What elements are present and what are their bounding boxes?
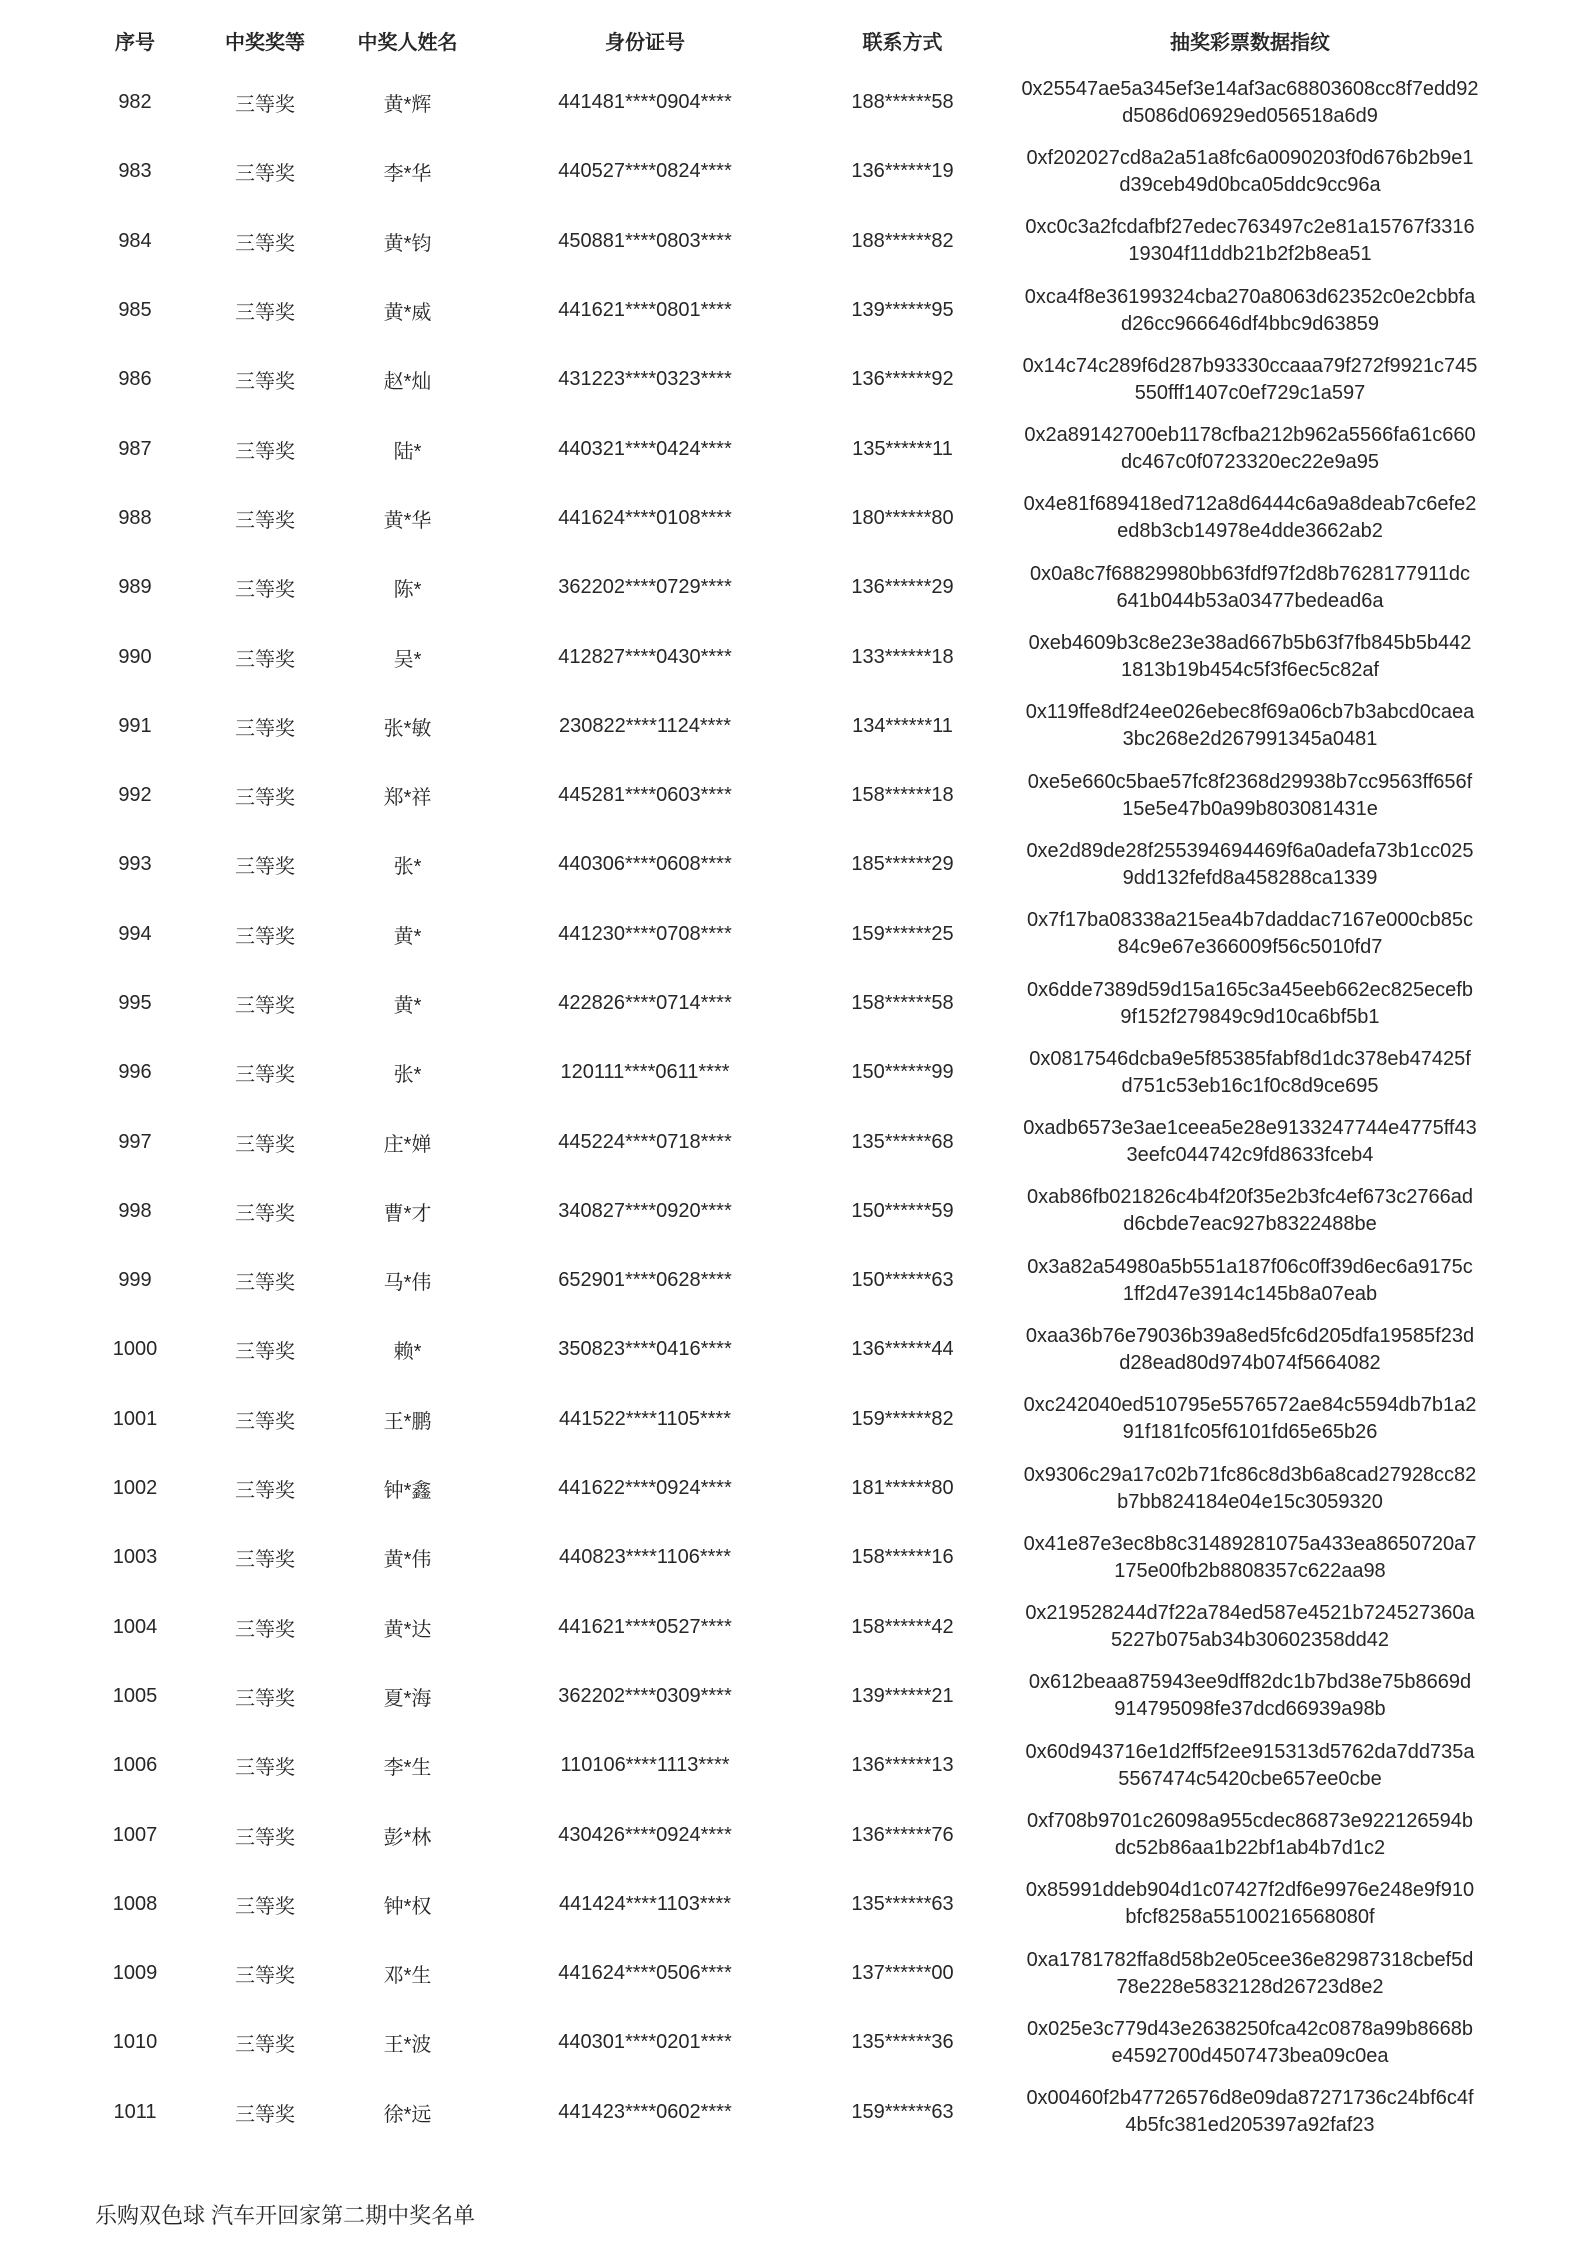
cell-fingerprint — [1010, 1870, 1490, 1939]
cell-fingerprint — [1010, 830, 1490, 899]
cell-winner-name: 庄*婵 — [383, 1133, 432, 1156]
cell-winner-name: 邓*生 — [383, 1965, 432, 1988]
table-row — [60, 761, 1490, 830]
cell-fingerprint — [1010, 1662, 1490, 1731]
cell-index: 994 — [118, 922, 152, 945]
cell-winner-name: 赖* — [393, 1341, 422, 1364]
fingerprint-line-1: 0xe5e660c5bae57fc8f2368d29938b7cc9563ff656f — [1027, 770, 1473, 793]
fingerprint-line-2: dc52b86aa1b22bf1ab4b7d1c2 — [1114, 1837, 1386, 1860]
fingerprint-line-1: 0xf708b9701c26098a955cdec86873e922126594b — [1027, 1810, 1473, 1833]
cell-winner-name: 郑*祥 — [383, 787, 432, 810]
cell-fingerprint — [1010, 345, 1490, 414]
fingerprint-line-2: ed8b3cb14978e4dde3662ab2 — [1117, 520, 1383, 543]
cell-prize-level: 三等奖 — [235, 232, 295, 255]
cell-contact: 150******59 — [851, 1199, 954, 1222]
fingerprint-line-2: d28ead80d974b074f5664082 — [1119, 1351, 1381, 1374]
cell-prize-level: 三等奖 — [235, 302, 295, 325]
cell-prize-level: 三等奖 — [235, 371, 295, 394]
cell-contact: 139******21 — [851, 1684, 954, 1707]
cell-index: 991 — [118, 714, 152, 737]
table-row — [60, 969, 1490, 1038]
cell-index: 996 — [118, 1061, 152, 1084]
fingerprint-line-1: 0x612beaa875943ee9dff82dc1b7bd38e75b8669d — [1028, 1671, 1472, 1694]
table-row — [60, 1177, 1490, 1246]
fingerprint-line-1: 0x119ffe8df24ee026ebec8f69a06cb7b3abcd0caea — [1025, 701, 1475, 724]
cell-index: 1011 — [113, 2100, 157, 2123]
cell-id-number: 445224****0718**** — [558, 1130, 732, 1153]
cell-contact: 150******99 — [851, 1061, 954, 1084]
cell-contact: 159******25 — [851, 922, 954, 945]
fingerprint-line-1: 0x219528244d7f22a784ed587e4521b724527360a — [1025, 1602, 1475, 1625]
cell-id-number: 412827****0430**** — [558, 645, 732, 668]
col-header-prize-level: 中奖奖等 — [225, 31, 305, 54]
cell-prize-level: 三等奖 — [235, 440, 295, 463]
cell-id-number: 441423****0602**** — [558, 2100, 732, 2123]
cell-contact: 136******19 — [851, 160, 954, 183]
cell-index: 1000 — [112, 1338, 158, 1361]
fingerprint-line-1: 0xa1781782ffa8d58b2e05cee36e82987318cbef5d — [1026, 1948, 1474, 1971]
cell-prize-level: 三等奖 — [235, 579, 295, 602]
fingerprint-line-1: 0x25547ae5a345ef3e14af3ac68803608cc8f7edd92 — [1021, 77, 1479, 100]
cell-contact: 158******42 — [851, 1615, 954, 1638]
cell-id-number: 652901****0628**** — [558, 1269, 732, 1292]
cell-id-number: 441621****0801**** — [558, 299, 732, 322]
cell-id-number: 350823****0416**** — [558, 1338, 732, 1361]
fingerprint-line-2: 914795098fe37dcd66939a98b — [1114, 1698, 1386, 1721]
cell-winner-name: 黄*钧 — [383, 232, 432, 255]
cell-winner-name: 赵*灿 — [383, 371, 432, 394]
fingerprint-line-1: 0x85991ddeb904d1c07427f2df6e9976e248e9f910 — [1025, 1879, 1475, 1902]
cell-id-number: 441230****0708**** — [558, 922, 732, 945]
col-header-index: 序号 — [115, 31, 155, 54]
cell-id-number: 230822****1124**** — [558, 714, 731, 737]
cell-index: 983 — [118, 160, 152, 183]
cell-prize-level: 三等奖 — [235, 995, 295, 1017]
cell-contact: 150******63 — [851, 1269, 954, 1292]
fingerprint-line-2: 91f181fc05f6101fd65e65b26 — [1122, 1421, 1378, 1444]
cell-contact: 139******95 — [851, 299, 954, 322]
header-row — [60, 12, 1490, 68]
fingerprint-line-2: d751c53eb16c1f0c8d9ce695 — [1121, 1074, 1379, 1097]
cell-winner-name: 马*伟 — [383, 1272, 432, 1295]
cell-contact: 135******63 — [851, 1892, 954, 1915]
cell-prize-level: 三等奖 — [235, 1064, 295, 1087]
cell-index: 1005 — [112, 1684, 158, 1707]
fingerprint-line-1: 0x60d943716e1d2ff5f2ee915313d5762da7dd735a — [1025, 1740, 1475, 1763]
fingerprint-line-2: b7bb824184e04e15c3059320 — [1117, 1490, 1383, 1513]
table-row — [60, 830, 1490, 899]
table-row — [60, 207, 1490, 276]
cell-winner-name: 王*波 — [383, 2034, 432, 2057]
table-row — [60, 1870, 1490, 1939]
cell-prize-level: 三等奖 — [235, 1687, 295, 1710]
fingerprint-line-2: bfcf8258a55100216568080f — [1125, 1906, 1375, 1929]
cell-winner-name: 王*鹏 — [383, 1410, 432, 1433]
cell-fingerprint — [1010, 1107, 1490, 1176]
cell-prize-level: 三等奖 — [235, 1272, 295, 1295]
fingerprint-line-1: 0xaa36b76e79036b39a8ed5fc6d205dfa19585f23d — [1025, 1324, 1475, 1347]
cell-index: 985 — [118, 299, 152, 322]
cell-prize-level: 三等奖 — [235, 163, 295, 186]
col-header-contact: 联系方式 — [862, 31, 943, 54]
fingerprint-line-1: 0x7f17ba08338a215ea4b7daddac7167e000cb85c — [1027, 909, 1473, 932]
fingerprint-line-2: 641b044b53a03477bedead6a — [1116, 589, 1384, 612]
cell-id-number: 440823****1106**** — [558, 1546, 731, 1569]
table-row — [60, 1315, 1490, 1384]
cell-fingerprint — [1010, 414, 1490, 483]
cell-fingerprint — [1010, 1593, 1490, 1662]
cell-index: 988 — [118, 506, 152, 529]
cell-id-number: 441622****0924**** — [558, 1477, 732, 1500]
table-row — [60, 2078, 1490, 2147]
winners-table-body — [60, 68, 1490, 2147]
cell-prize-level: 三等奖 — [235, 1965, 295, 1988]
table-row — [60, 692, 1490, 761]
cell-index: 1010 — [112, 2031, 158, 2054]
cell-fingerprint — [1010, 2078, 1490, 2147]
fingerprint-line-2: 9f152f279849c9d10ca6bf5b1 — [1120, 1005, 1380, 1028]
cell-prize-level: 三等奖 — [235, 717, 295, 740]
fingerprint-line-1: 0x0a8c7f68829980bb63fdf97f2d8b7628177911dc — [1029, 562, 1471, 585]
cell-fingerprint — [1010, 969, 1490, 1038]
cell-fingerprint — [1010, 1246, 1490, 1315]
fingerprint-line-1: 0x4e81f689418ed712a8d6444c6a9a8deab7c6efe2 — [1023, 493, 1477, 516]
cell-contact: 180******80 — [851, 506, 954, 529]
cell-fingerprint — [1010, 1800, 1490, 1869]
cell-id-number: 362202****0309**** — [558, 1684, 732, 1707]
fingerprint-line-2: d5086d06929ed056518a6d9 — [1122, 104, 1378, 127]
cell-fingerprint — [1010, 484, 1490, 553]
cell-prize-level: 三等奖 — [235, 787, 295, 810]
table-row — [60, 1107, 1490, 1176]
table-row — [60, 68, 1490, 137]
cell-winner-name: 吴* — [393, 648, 422, 671]
fingerprint-line-1: 0xf202027cd8a2a51a8fc6a0090203f0d676b2b9e1 — [1026, 146, 1474, 169]
cell-winner-name: 张* — [393, 1064, 422, 1087]
cell-index: 993 — [118, 853, 152, 876]
fingerprint-line-2: 9dd132fefd8a458288ca1339 — [1122, 866, 1378, 889]
table-row — [60, 1939, 1490, 2008]
cell-contact: 181******80 — [851, 1477, 954, 1500]
cell-id-number: 441621****0527**** — [558, 1615, 732, 1638]
cell-fingerprint — [1010, 1523, 1490, 1592]
fingerprint-line-2: 4b5fc381ed205397a92faf23 — [1125, 2114, 1375, 2137]
cell-id-number: 422826****0714**** — [558, 992, 732, 1014]
cell-prize-level: 三等奖 — [235, 509, 295, 532]
cell-prize-level: 三等奖 — [235, 94, 295, 117]
fingerprint-line-2: 19304f11ddb21b2f2b8ea51 — [1128, 243, 1372, 266]
cell-winner-name: 黄* — [393, 925, 422, 948]
cell-index: 984 — [118, 229, 152, 252]
cell-winner-name: 黄*伟 — [383, 1549, 432, 1572]
cell-id-number: 440301****0201**** — [558, 2031, 732, 2054]
table-row — [60, 137, 1490, 206]
fingerprint-line-1: 0x00460f2b47726576d8e09da87271736c24bf6c4f — [1026, 2087, 1474, 2110]
cell-id-number: 440527****0824**** — [558, 160, 732, 183]
cell-contact: 133******18 — [851, 645, 954, 668]
cell-id-number: 431223****0323**** — [558, 368, 732, 391]
cell-contact: 158******16 — [851, 1546, 954, 1569]
fingerprint-line-2: 78e228e5832128d26723d8e2 — [1116, 1975, 1384, 1998]
cell-index: 987 — [118, 437, 152, 460]
fingerprint-line-1: 0xe2d89de28f255394694469f6a0adefa73b1cc025 — [1026, 839, 1474, 862]
fingerprint-line-2: d39ceb49d0bca05ddc9cc96a — [1119, 173, 1381, 196]
cell-winner-name: 黄*辉 — [383, 94, 432, 117]
cell-winner-name: 徐*远 — [383, 2103, 432, 2126]
fingerprint-line-2: 3bc268e2d267991345a0481 — [1122, 728, 1378, 751]
table-row — [60, 2008, 1490, 2077]
cell-index: 1006 — [112, 1754, 158, 1777]
cell-contact: 135******11 — [852, 437, 953, 460]
cell-id-number: 441522****1105**** — [558, 1407, 731, 1430]
fingerprint-line-2: 5567474c5420cbe657ee0cbe — [1118, 1767, 1382, 1790]
fingerprint-line-2: 15e5e47b0a99b803081431e — [1122, 797, 1378, 820]
table-row — [60, 345, 1490, 414]
fingerprint-line-2: 84c9e67e366009f56c5010fd7 — [1117, 936, 1383, 959]
cell-id-number: 120111****0611**** — [560, 1061, 730, 1084]
fingerprint-line-2: d26cc966646df4bbc9d63859 — [1120, 312, 1380, 335]
cell-prize-level: 三等奖 — [235, 1549, 295, 1572]
col-header-id-number: 身份证号 — [605, 31, 685, 54]
cell-fingerprint — [1010, 553, 1490, 622]
fingerprint-line-1: 0xadb6573e3ae1ceea5e28e9133247744e4775ff43 — [1023, 1117, 1477, 1140]
cell-winner-name: 曹*才 — [383, 1202, 432, 1225]
cell-winner-name: 黄*威 — [383, 302, 432, 325]
table-row — [60, 1385, 1490, 1454]
cell-contact: 136******76 — [851, 1823, 954, 1846]
cell-contact: 137******00 — [851, 1962, 954, 1985]
cell-index: 990 — [118, 645, 152, 668]
cell-winner-name: 钟*权 — [383, 1895, 432, 1918]
table-row — [60, 553, 1490, 622]
cell-id-number: 445281****0603**** — [558, 784, 732, 807]
cell-index: 998 — [118, 1199, 152, 1222]
cell-index: 1002 — [112, 1477, 158, 1500]
cell-winner-name: 黄*达 — [383, 1618, 432, 1641]
cell-index: 982 — [118, 91, 152, 114]
fingerprint-line-2: 3eefc044742c9fd8633fceb4 — [1126, 1144, 1374, 1167]
cell-prize-level: 三等奖 — [235, 1480, 295, 1503]
cell-id-number: 441624****0506**** — [558, 1962, 732, 1985]
cell-fingerprint — [1010, 1177, 1490, 1246]
cell-prize-level: 三等奖 — [235, 648, 295, 671]
cell-fingerprint — [1010, 761, 1490, 830]
fingerprint-line-2: 550fff1407c0ef729c1a597 — [1134, 381, 1366, 404]
fingerprint-line-2: e4592700d4507473bea09c0ea — [1111, 2044, 1389, 2067]
cell-id-number: 450881****0803**** — [558, 229, 732, 252]
table-row — [60, 484, 1490, 553]
cell-index: 986 — [118, 368, 152, 391]
fingerprint-line-1: 0x14c74c289f6d287b93330ccaaa79f272f9921c745 — [1022, 354, 1478, 377]
table-row — [60, 276, 1490, 345]
winners-table-header — [60, 12, 1490, 68]
cell-prize-level: 三等奖 — [235, 2103, 295, 2126]
fingerprint-line-2: d6cbde7eac927b8322488be — [1123, 1213, 1377, 1236]
cell-winner-name: 张* — [393, 856, 422, 879]
table-row — [60, 1246, 1490, 1315]
cell-fingerprint — [1010, 1315, 1490, 1384]
fingerprint-line-1: 0x41e87e3ec8b8c31489281075a433ea8650720a7 — [1023, 1532, 1477, 1555]
cell-fingerprint — [1010, 1385, 1490, 1454]
fingerprint-line-2: 5227b075ab34b30602358dd42 — [1110, 1629, 1390, 1652]
cell-contact: 159******63 — [851, 2100, 954, 2123]
cell-id-number: 110106****1113**** — [560, 1754, 730, 1777]
cell-id-number: 340827****0920**** — [558, 1199, 732, 1222]
cell-winner-name: 李*生 — [383, 1757, 432, 1780]
cell-winner-name: 夏*海 — [383, 1687, 432, 1710]
cell-contact: 136******92 — [851, 368, 954, 391]
fingerprint-line-2: 175e00fb2b8808357c622aa98 — [1114, 1559, 1386, 1582]
cell-prize-level: 三等奖 — [235, 1757, 295, 1780]
winners-table — [60, 12, 1490, 2147]
cell-contact: 136******44 — [851, 1338, 954, 1361]
fingerprint-line-1: 0x2a89142700eb1178cfba212b962a5566fa61c660 — [1024, 424, 1476, 447]
cell-prize-level: 三等奖 — [235, 1410, 295, 1433]
col-header-ticket-fingerprint: 抽奖彩票数据指纹 — [1170, 31, 1330, 54]
cell-id-number: 441624****0108**** — [558, 506, 732, 529]
cell-id-number: 440306****0608**** — [558, 853, 732, 876]
cell-fingerprint — [1010, 622, 1490, 691]
cell-prize-level: 三等奖 — [235, 1895, 295, 1918]
fingerprint-line-1: 0x3a82a54980a5b551a187f06c0ff39d6ec6a9175c — [1027, 1255, 1473, 1278]
cell-index: 1004 — [112, 1615, 158, 1638]
cell-index: 997 — [118, 1130, 152, 1153]
cell-prize-level: 三等奖 — [235, 1341, 295, 1364]
table-row — [60, 1662, 1490, 1731]
cell-fingerprint — [1010, 68, 1490, 137]
fingerprint-line-1: 0xeb4609b3c8e23e38ad667b5b63f7fb845b5b442 — [1028, 632, 1472, 655]
cell-id-number: 362202****0729**** — [558, 576, 732, 599]
cell-contact: 188******58 — [851, 91, 954, 114]
fingerprint-line-1: 0xab86fb021826c4b4f20f35e2b3fc4ef673c2766ad — [1027, 1186, 1473, 1209]
fingerprint-line-2: 1813b19b454c5f3f6ec5c82af — [1120, 659, 1379, 682]
table-row — [60, 900, 1490, 969]
cell-contact: 135******68 — [851, 1130, 954, 1153]
cell-fingerprint — [1010, 137, 1490, 206]
cell-contact: 136******13 — [851, 1754, 954, 1777]
cell-winner-name: 彭*林 — [383, 1826, 432, 1849]
cell-fingerprint — [1010, 1731, 1490, 1800]
cell-fingerprint — [1010, 276, 1490, 345]
cell-winner-name: 李*华 — [383, 163, 432, 186]
footer-title: 乐购双色球 汽车开回家第二期中奖名单 — [95, 2202, 476, 2228]
cell-index: 1001 — [112, 1407, 158, 1430]
cell-prize-level: 三等奖 — [235, 1826, 295, 1849]
cell-id-number: 441424****1103**** — [558, 1892, 731, 1915]
cell-prize-level: 三等奖 — [235, 1618, 295, 1641]
table-row — [60, 622, 1490, 691]
cell-winner-name: 钟*鑫 — [383, 1480, 432, 1503]
cell-contact: 158******18 — [851, 784, 954, 807]
cell-index: 1008 — [112, 1892, 158, 1915]
cell-contact: 136******29 — [851, 576, 954, 599]
cell-contact: 135******36 — [851, 2031, 954, 2054]
cell-prize-level: 三等奖 — [235, 1133, 295, 1156]
fingerprint-line-1: 0x025e3c779d43e2638250fca42c0878a99b8668b — [1027, 2017, 1473, 2040]
cell-fingerprint — [1010, 1038, 1490, 1107]
cell-contact: 188******82 — [851, 229, 954, 252]
cell-id-number: 430426****0924**** — [558, 1823, 732, 1846]
cell-contact: 159******82 — [851, 1407, 954, 1430]
fingerprint-line-2: dc467c0f0723320ec22e9a95 — [1120, 451, 1380, 474]
cell-index: 1009 — [112, 1962, 158, 1985]
cell-contact: 134******11 — [852, 714, 953, 737]
fingerprint-line-1: 0xc242040ed510795e5576572ae84c5594db7b1a2 — [1023, 1394, 1477, 1417]
cell-winner-name: 张*敏 — [383, 717, 432, 740]
cell-id-number: 440321****0424**** — [558, 437, 732, 460]
fingerprint-line-1: 0xc0c3a2fcdafbf27edec763497c2e81a15767f3316 — [1025, 216, 1475, 239]
cell-fingerprint — [1010, 1939, 1490, 2008]
cell-winner-name: 黄*华 — [383, 509, 432, 532]
cell-index: 989 — [118, 576, 152, 599]
fingerprint-line-1: 0x6dde7389d59d15a165c3a45eeb662ec825ecefb — [1027, 978, 1473, 1001]
cell-contact: 158******58 — [851, 992, 954, 1014]
cell-index: 999 — [118, 1269, 152, 1292]
table-row — [60, 1731, 1490, 1800]
fingerprint-line-2: 1ff2d47e3914c145b8a07eab — [1122, 1282, 1378, 1305]
cell-fingerprint — [1010, 1454, 1490, 1523]
cell-fingerprint — [1010, 207, 1490, 276]
col-header-winner-name: 中奖人姓名 — [357, 31, 458, 54]
cell-index: 1003 — [112, 1546, 158, 1569]
table-row — [60, 1038, 1490, 1107]
fingerprint-line-1: 0xca4f8e36199324cba270a8063d62352c0e2cbbfa — [1024, 285, 1476, 308]
table-row — [60, 1800, 1490, 1869]
cell-contact: 185******29 — [851, 853, 954, 876]
cell-winner-name: 陈* — [393, 579, 422, 602]
cell-fingerprint — [1010, 2008, 1490, 2077]
cell-prize-level: 三等奖 — [235, 925, 295, 948]
table-row — [60, 1593, 1490, 1662]
table-row — [60, 1523, 1490, 1592]
cell-winner-name: 黄* — [393, 995, 422, 1017]
cell-id-number: 441481****0904**** — [558, 91, 732, 114]
cell-prize-level: 三等奖 — [235, 1202, 295, 1225]
cell-prize-level: 三等奖 — [235, 2034, 295, 2057]
table-row — [60, 1454, 1490, 1523]
cell-index: 995 — [118, 992, 152, 1014]
cell-index: 992 — [118, 784, 152, 807]
table-row — [60, 414, 1490, 483]
cell-fingerprint — [1010, 900, 1490, 969]
cell-winner-name: 陆* — [393, 440, 422, 463]
cell-index: 1007 — [112, 1823, 158, 1846]
fingerprint-line-1: 0x9306c29a17c02b71fc86c8d3b6a8cad27928cc82 — [1023, 1463, 1477, 1486]
cell-prize-level: 三等奖 — [235, 856, 295, 879]
cell-fingerprint — [1010, 692, 1490, 761]
fingerprint-line-1: 0x0817546dcba9e5f85385fabf8d1dc378eb47425f — [1029, 1047, 1471, 1070]
